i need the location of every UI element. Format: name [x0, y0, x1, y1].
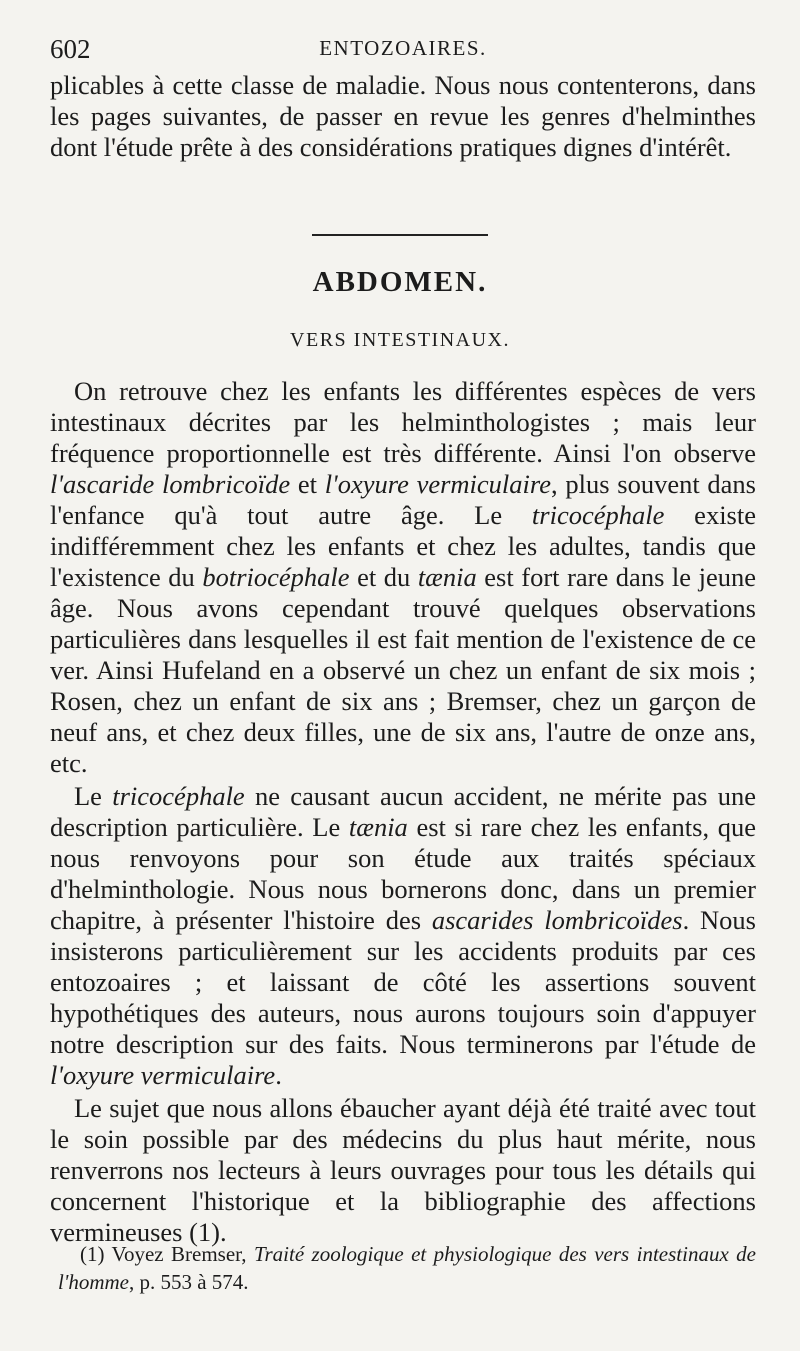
section-subtitle: VERS INTESTINAUX.: [290, 329, 510, 351]
text-run: .: [275, 1060, 282, 1090]
text-run: et du: [349, 562, 418, 592]
italic-term: l'ascaride lombricoïde: [50, 469, 291, 499]
italic-term: tricocéphale: [531, 500, 665, 530]
paragraph-1: [50, 376, 756, 779]
text-run: Le sujet que nous allons ébaucher ayant déjà été traité avec tout le soin possible par des médecins du plus haut mérite, nous renverrons nos lecteurs à leurs ouvrages pour tous les détails qui concernent l'historique et la bibliographie des affections vermineuses (1).: [50, 1093, 756, 1247]
text-run: . Nous insisterons particulièrement sur les accidents produits par ces entozoaires ; et laissant de côté les assertions souvent hypothétiques des auteurs, nous aurons toujours soin d'appuyer notre description sur des faits. Nous terminerons par l'étude de: [50, 905, 756, 1059]
text-run: existe indifféremment chez les enfants et chez les adultes, tandis que l'existence du: [50, 500, 756, 592]
footnote-marker: (1) Voyez Bremser,: [80, 1242, 254, 1266]
italic-term: tricocéphale: [112, 781, 245, 811]
italic-term: botriocéphale: [202, 562, 350, 592]
text-run: , plus souvent dans l'enfance qu'à tout autre âge. Le: [50, 469, 756, 530]
text-run: est fort rare dans le jeune âge. Nous avons cependant trouvé quelques observations particulières dans lesquelles il est fait mention de l'existence de ce ver. Ainsi Hufeland en a observé un chez un enfant de six mois ; Rosen, chez un enfant de six ans ; Bremser, chez un garçon de neuf ans, et chez deux filles, une de six ans, l'autre de onze ans, etc.: [50, 562, 756, 778]
text-run: et: [290, 469, 325, 499]
italic-term: ascarides lombricoïdes: [431, 905, 683, 935]
section-divider: [312, 234, 488, 236]
italic-term: l'oxyure vermiculaire: [50, 1060, 276, 1090]
footnote-pages: , p. 553 à 574.: [128, 1270, 249, 1294]
continuation-paragraph: [50, 70, 756, 163]
running-title: ENTOZOAIRES.: [319, 36, 487, 60]
footnote: [58, 1240, 756, 1296]
section-title: ABDOMEN.: [312, 266, 488, 298]
italic-term: tænia: [348, 812, 408, 842]
italic-term: l'oxyure vermiculaire: [324, 469, 551, 499]
continuation-text: plicables à cette classe de maladie. Nous nous contenterons, dans les pages suivantes, de passer en revue les genres d'helminthes dont l'étude prête à des considérations pratiques dignes d'intérêt.: [50, 70, 756, 162]
footnote-title: Traité zoologique et physiologique des vers intestinaux de l'homme: [58, 1242, 756, 1294]
text-run: est si rare chez les enfants, que nous renvoyons pour son étude aux traités spéciaux d'helminthologie. Nous nous bornerons donc, dans un premier chapitre, à présenter l'histoire des: [50, 812, 756, 935]
text-run: ne causant aucun accident, ne mérite pas une description particulière. Le: [50, 781, 756, 842]
text-run: On retrouve chez les enfants les différentes espèces de vers intestinaux décrites par les helminthologistes ; mais leur fréquence proportionnelle est très différente. Ainsi l'on observe: [50, 376, 756, 468]
page-header: [50, 34, 756, 70]
paragraph-2: [50, 781, 756, 1091]
page-number: 602: [50, 34, 91, 64]
italic-term: tænia: [417, 562, 477, 592]
main-text: [50, 376, 756, 1248]
paragraph-3: [50, 1093, 756, 1248]
text-run: Le: [74, 781, 113, 811]
